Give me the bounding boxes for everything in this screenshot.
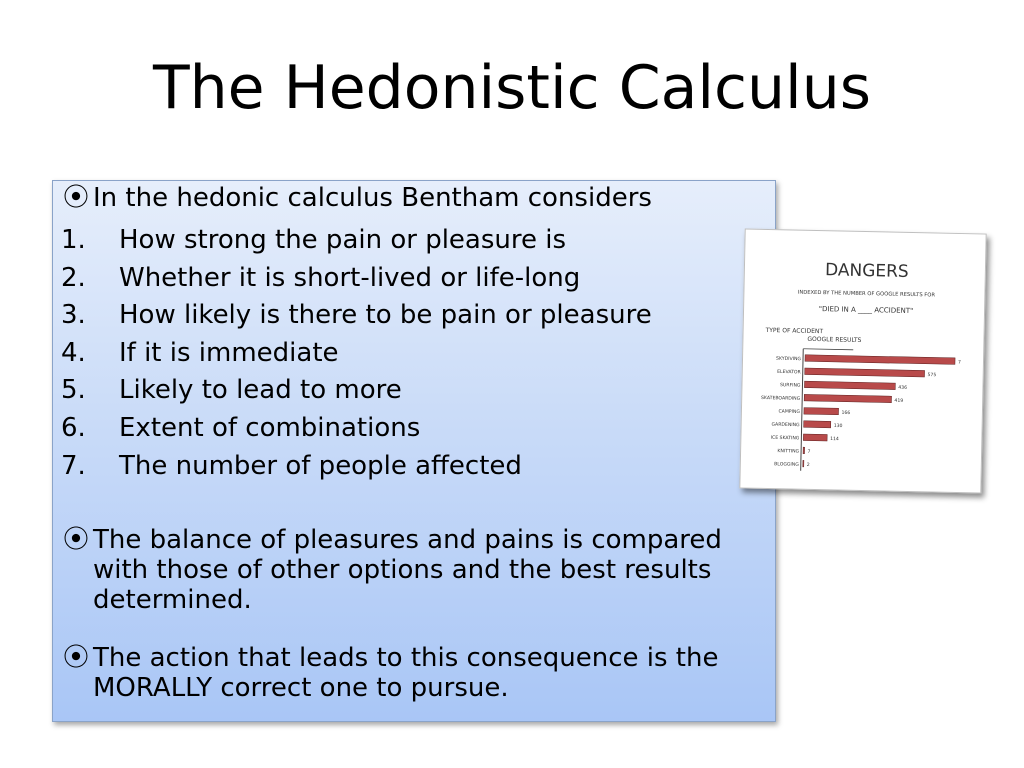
category-label: SKATEBOARDING bbox=[760, 395, 801, 402]
category-label: CAMPING bbox=[778, 409, 800, 415]
list-item: 4. If it is immediate bbox=[61, 337, 339, 368]
bars-group bbox=[760, 354, 961, 471]
list-item: 2. Whether it is short-lived or life-long bbox=[61, 262, 581, 293]
bar bbox=[805, 355, 955, 365]
chart-subtitle: INDEXED BY THE NUMBER OF GOOGLE RESULTS FOR bbox=[797, 289, 936, 299]
x-axis-label: GOOGLE RESULTS bbox=[807, 335, 862, 344]
list-item: 7. The number of people affected bbox=[61, 450, 522, 481]
bar bbox=[804, 381, 895, 389]
bullet-marker-icon: ⦿ bbox=[63, 183, 90, 213]
category-label: BLOGGING bbox=[774, 462, 799, 468]
value-label: 575 bbox=[927, 373, 937, 379]
category-label: ICE SKATING bbox=[770, 435, 800, 442]
value-label: 114 bbox=[830, 437, 839, 443]
list-item: 1. How strong the pain or pleasure is bbox=[61, 225, 567, 255]
considerations-list bbox=[61, 222, 652, 485]
bar bbox=[805, 368, 925, 377]
value-label: 130 bbox=[833, 423, 843, 430]
category-label: SKYDIVING bbox=[775, 356, 802, 363]
balance-text: The balance of pleasures and pains is compared with those of other options and the best results determined. bbox=[93, 525, 722, 615]
bar bbox=[803, 434, 827, 441]
category-label: ELEVATOR bbox=[777, 369, 801, 376]
action-text: The action that leads to this consequence is the MORALLY correct one to pursue. bbox=[93, 643, 719, 703]
value-label: 7 bbox=[957, 360, 961, 366]
value-label: 7 bbox=[807, 449, 811, 455]
chart-query: "DIED IN A ____ ACCIDENT" bbox=[818, 305, 914, 316]
bar bbox=[804, 421, 831, 428]
list-item: 6. Extent of combinations bbox=[61, 412, 421, 443]
bar bbox=[803, 460, 804, 467]
y-axis-label: TYPE OF ACCIDENT bbox=[765, 326, 824, 336]
intro-bullet bbox=[63, 183, 763, 213]
bar bbox=[803, 447, 805, 454]
category-label: GARDENING bbox=[771, 422, 800, 429]
content-box bbox=[52, 180, 776, 722]
category-label: SURFING bbox=[779, 383, 801, 389]
dangers-chart-image bbox=[739, 228, 986, 493]
bar bbox=[804, 408, 839, 415]
bullet-marker-icon: ⦿ bbox=[63, 643, 90, 673]
chart-title: DANGERS bbox=[824, 260, 909, 282]
action-bullet bbox=[63, 643, 763, 703]
value-label: 166 bbox=[841, 410, 851, 417]
list-item: 3. How likely is there to be pain or pleasure bbox=[61, 300, 652, 331]
value-label: 419 bbox=[894, 398, 904, 404]
dangers-chart bbox=[740, 230, 985, 493]
balance-bullet bbox=[63, 525, 763, 615]
list-item: 5. Likely to lead to more bbox=[61, 375, 402, 406]
value-label: 436 bbox=[898, 385, 908, 391]
category-label: KNITTING bbox=[777, 449, 800, 455]
bullet-marker-icon: ⦿ bbox=[63, 525, 90, 555]
slide-title: The Hedonistic Calculus bbox=[152, 53, 871, 123]
chart-header-rule bbox=[803, 349, 853, 350]
intro-text: In the hedonic calculus Bentham considers bbox=[93, 183, 652, 213]
value-label: 2 bbox=[806, 462, 810, 469]
bar bbox=[804, 394, 891, 402]
